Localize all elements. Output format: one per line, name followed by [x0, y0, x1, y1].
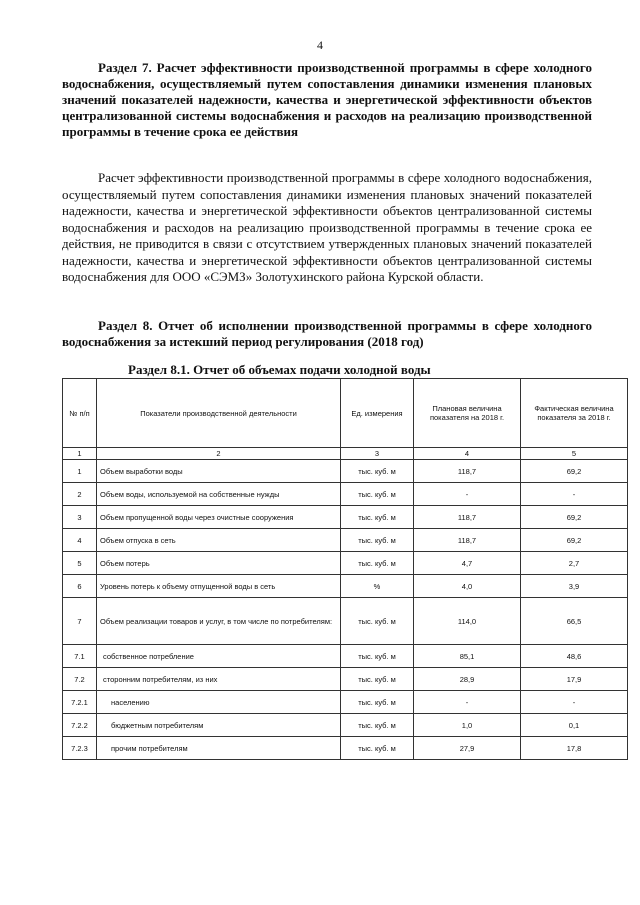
row-fact: 17,9: [521, 668, 628, 691]
row-fact: 0,1: [521, 714, 628, 737]
row-unit: тыс. куб. м: [341, 691, 414, 714]
table-row: [63, 552, 628, 575]
row-unit: тыс. куб. м: [341, 714, 414, 737]
row-num: 7.2.2: [63, 714, 97, 737]
row-name: Объем пропущенной воды через очистные сооружения: [97, 506, 341, 529]
row-num: 7.2: [63, 668, 97, 691]
row-num: 7: [63, 598, 97, 645]
row-unit: %: [341, 575, 414, 598]
row-unit: тыс. куб. м: [341, 506, 414, 529]
table-row: [63, 575, 628, 598]
row-fact: -: [521, 691, 628, 714]
table-row: [63, 691, 628, 714]
table-row: [63, 714, 628, 737]
header-num: № п/п: [63, 379, 97, 448]
row-name: Объем воды, используемой на собственные нужды: [97, 483, 341, 506]
table-row: [63, 645, 628, 668]
row-fact: 3,9: [521, 575, 628, 598]
row-num: 1: [63, 460, 97, 483]
section-8-title: Раздел 8. Отчет об исполнении производственной программы в сфере холодного водоснабжения за истекший период регулирования (2018 год): [62, 318, 592, 349]
header-plan: Плановая величина показателя на 2018 г.: [414, 379, 521, 448]
row-plan: -: [414, 691, 521, 714]
index-cell: 5: [521, 448, 628, 460]
section-7-title: Раздел 7. Расчет эффективности производственной программы в сфере холодного водоснабжения, осуществляемый путем сопоставления динамики изменения плановых значений показателей надежности, качества и энергетической эффективности объектов централизованной системы водоснабжения и расходов на реализацию производственной программы в течение срока ее действия: [62, 60, 592, 139]
table-index-row: [63, 448, 628, 460]
table-row: [63, 460, 628, 483]
row-unit: тыс. куб. м: [341, 483, 414, 506]
row-plan: 118,7: [414, 460, 521, 483]
row-plan: 4,0: [414, 575, 521, 598]
row-plan: 28,9: [414, 668, 521, 691]
row-plan: 1,0: [414, 714, 521, 737]
row-unit: тыс. куб. м: [341, 460, 414, 483]
row-fact: 69,2: [521, 529, 628, 552]
row-num: 6: [63, 575, 97, 598]
row-fact: 2,7: [521, 552, 628, 575]
row-fact: 17,8: [521, 737, 628, 760]
index-cell: 2: [97, 448, 341, 460]
section-8-1-title: Раздел 8.1. Отчет об объемах подачи холодной воды: [128, 362, 431, 377]
header-name: Показатели производственной деятельности: [97, 379, 341, 448]
header-unit: Ед. измерения: [341, 379, 414, 448]
row-name: бюджетным потребителям: [97, 714, 341, 737]
row-name: сторонним потребителям, из них: [97, 668, 341, 691]
row-num: 7.2.3: [63, 737, 97, 760]
row-unit: тыс. куб. м: [341, 645, 414, 668]
water-supply-report-table: [62, 378, 628, 760]
row-unit: тыс. куб. м: [341, 552, 414, 575]
table-row: [63, 598, 628, 645]
table-row: [63, 668, 628, 691]
row-unit: тыс. куб. м: [341, 668, 414, 691]
row-name: Объем потерь: [97, 552, 341, 575]
row-fact: 48,6: [521, 645, 628, 668]
index-cell: 3: [341, 448, 414, 460]
page-number: 4: [317, 38, 323, 52]
row-num: 3: [63, 506, 97, 529]
row-plan: 85,1: [414, 645, 521, 668]
row-plan: 4,7: [414, 552, 521, 575]
row-name: населению: [97, 691, 341, 714]
row-num: 4: [63, 529, 97, 552]
row-fact: 69,2: [521, 506, 628, 529]
index-cell: 1: [63, 448, 97, 460]
table-row: [63, 506, 628, 529]
row-name: собственное потребление: [97, 645, 341, 668]
row-plan: 114,0: [414, 598, 521, 645]
row-plan: 27,9: [414, 737, 521, 760]
table-header-row: [63, 379, 628, 448]
row-name: Объем реализации товаров и услуг, в том числе по потребителям:: [97, 598, 341, 645]
row-unit: тыс. куб. м: [341, 529, 414, 552]
row-fact: 69,2: [521, 460, 628, 483]
row-fact: 66,5: [521, 598, 628, 645]
row-plan: 118,7: [414, 506, 521, 529]
table-row: [63, 529, 628, 552]
row-name: Объем отпуска в сеть: [97, 529, 341, 552]
row-name: Объем выработки воды: [97, 460, 341, 483]
row-num: 7.2.1: [63, 691, 97, 714]
index-cell: 4: [414, 448, 521, 460]
row-num: 2: [63, 483, 97, 506]
row-name: Уровень потерь к объему отпущенной воды в сеть: [97, 575, 341, 598]
row-name: прочим потребителям: [97, 737, 341, 760]
row-plan: -: [414, 483, 521, 506]
header-fact: Фактическая величина показателя за 2018 г.: [521, 379, 628, 448]
table-row: [63, 483, 628, 506]
table-row: [63, 737, 628, 760]
row-fact: -: [521, 483, 628, 506]
section-7-body: Расчет эффективности производственной программы в сфере холодного водоснабжения, осуществляемый путем сопоставления динамики изменения плановых значений показателей надежности, качества и энергетической эффективности объектов централизованной системы водоснабжения и расходов на реализацию производственной программы в течение срока ее действия, не приводится в связи с отсутствием утвержденных плановых значений показателей надежности, качества и энергетической эффективности объектов централизованной системы водоснабжения для ООО «СЭМЗ» Золотухинского района Курской области.: [62, 170, 592, 284]
row-num: 7.1: [63, 645, 97, 668]
row-num: 5: [63, 552, 97, 575]
row-unit: тыс. куб. м: [341, 598, 414, 645]
row-plan: 118,7: [414, 529, 521, 552]
row-unit: тыс. куб. м: [341, 737, 414, 760]
